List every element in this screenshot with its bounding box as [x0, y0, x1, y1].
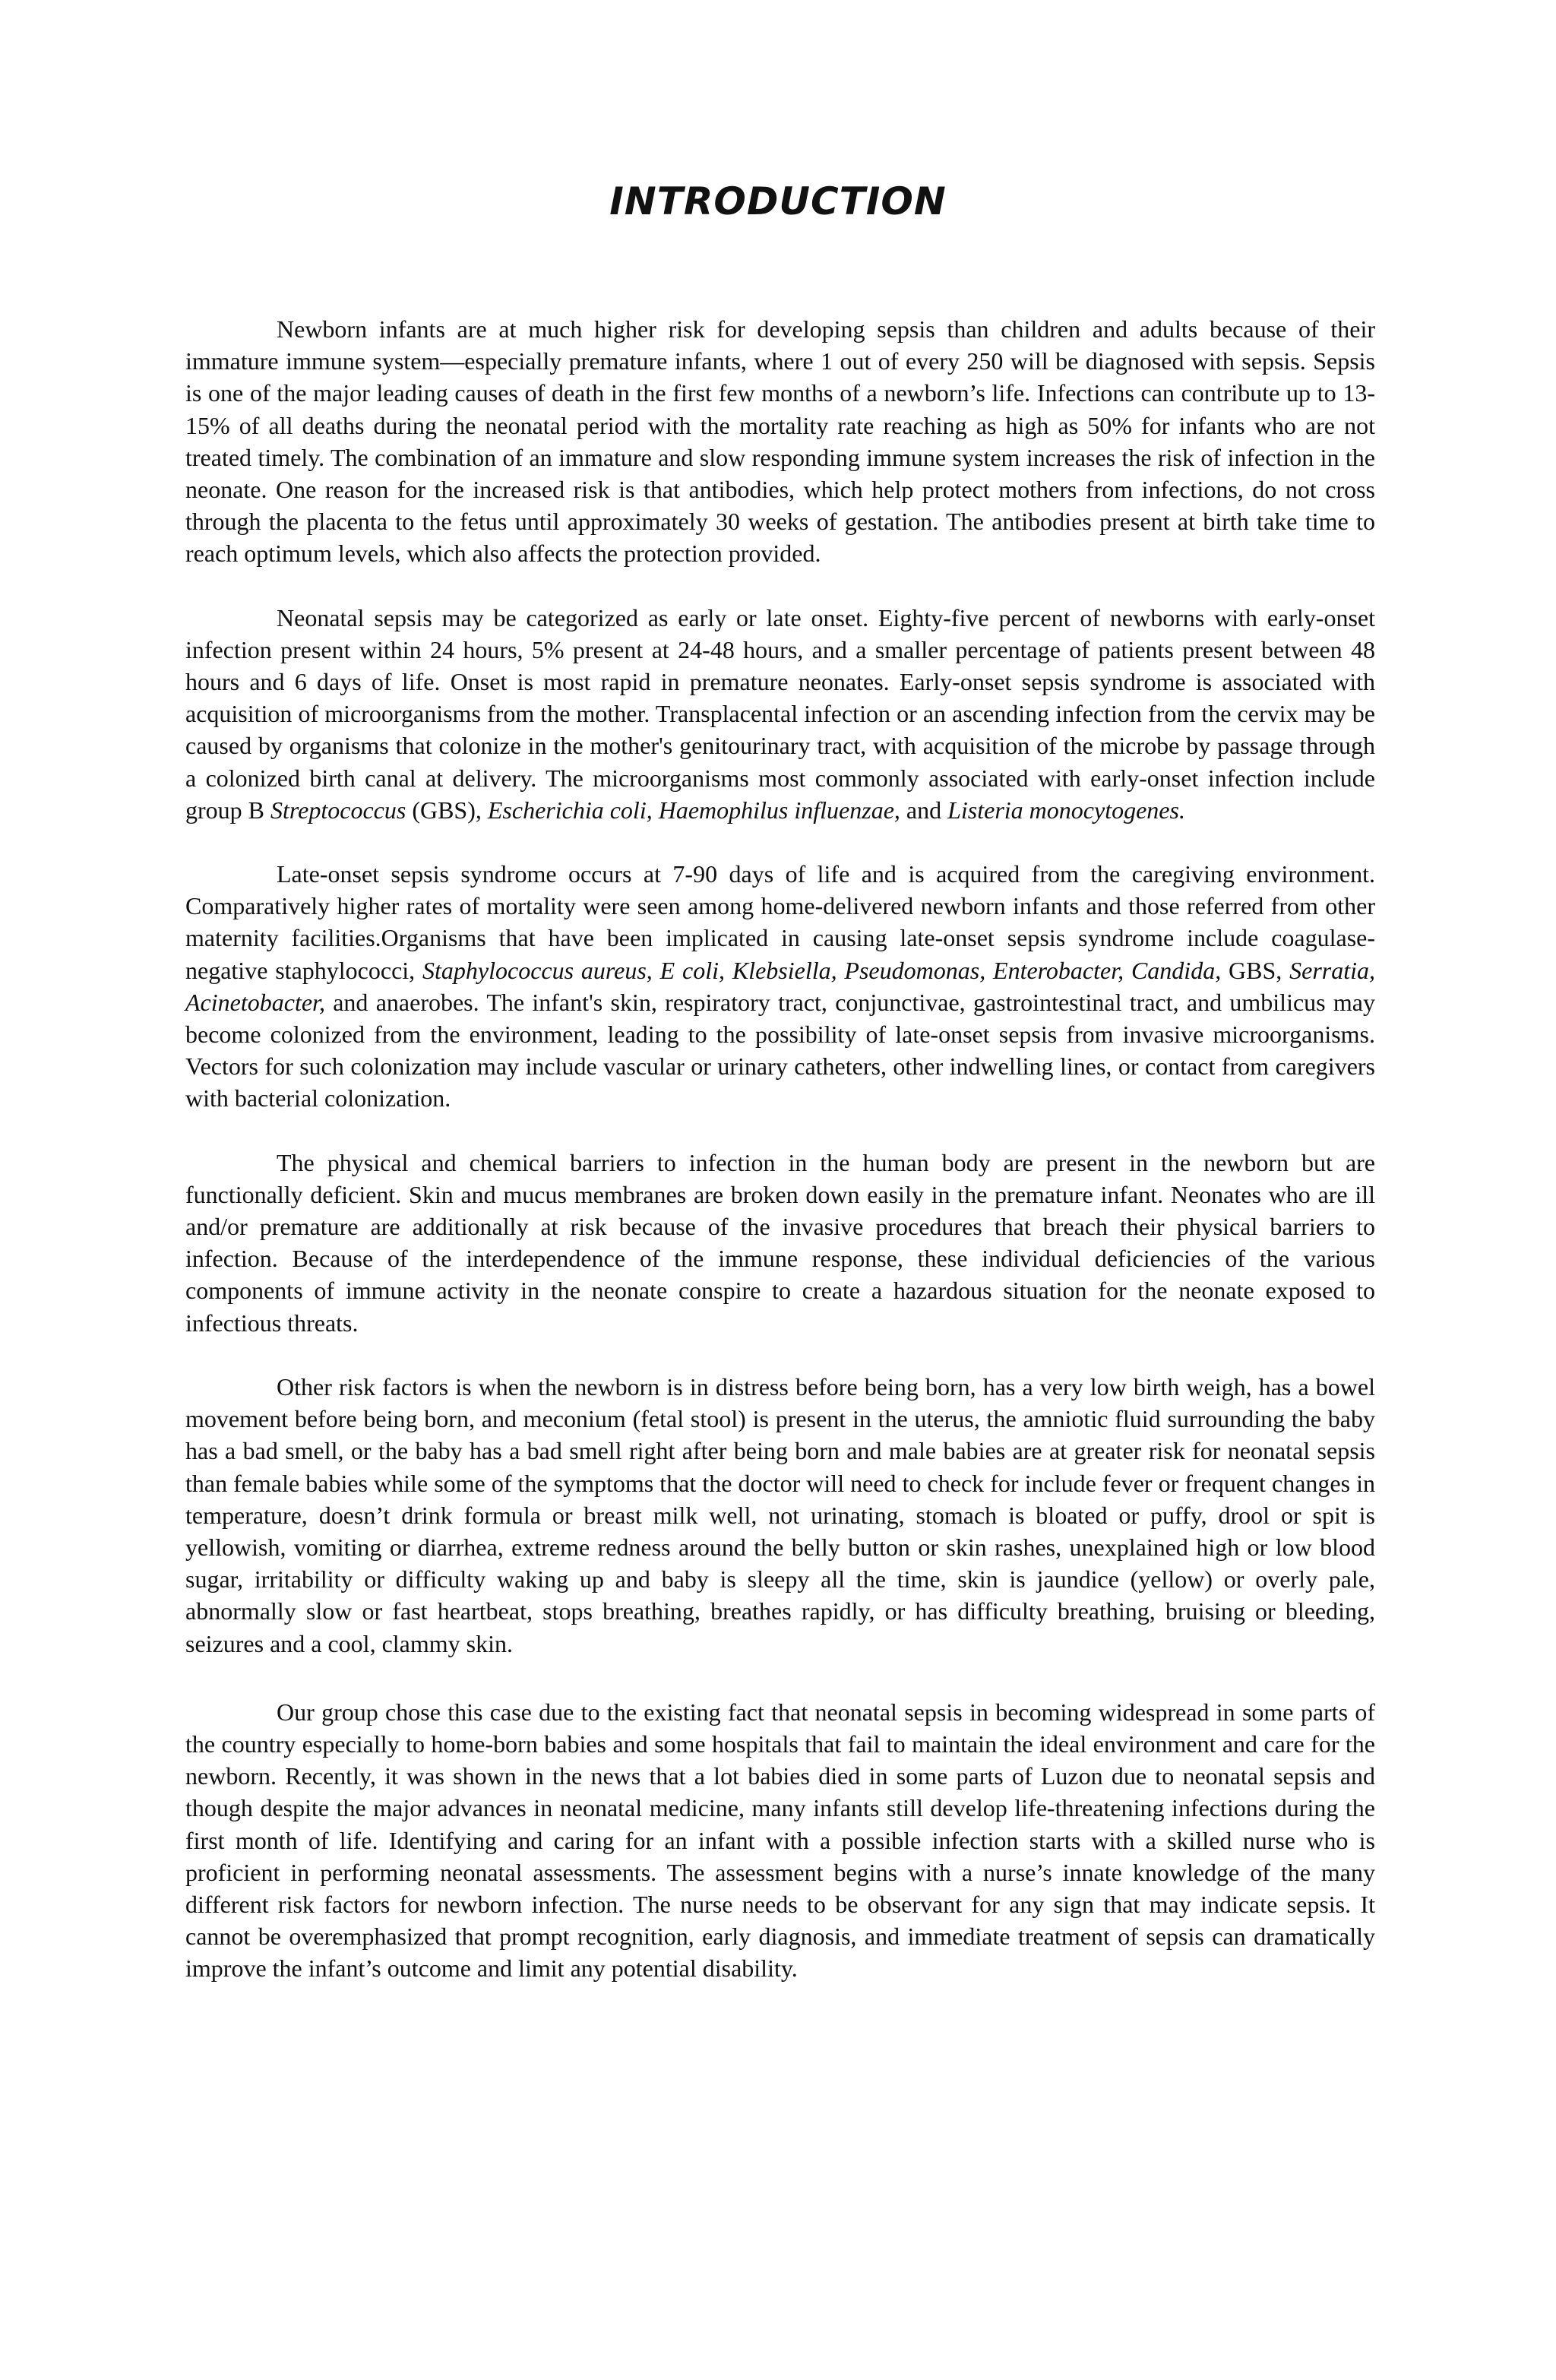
text-run: Our group chose this case due to the existing fact that neonatal sepsis in becoming widespread in some parts of the country especially to home-born babies and some hospitals that fail to maintain the ideal environment and care for the newborn. Recently, it was shown in the news that a lot babies died in some parts of Luzon due to neonatal sepsis and though despite the major advances in neonatal medicine, many infants still develop life-threatening infections during the first month of life. Identifying and caring for an infant with a possible infection starts with a skilled nurse who is proficient in performing neonatal assessments. The assessment begins with a nurse’s innate knowledge of the many different risk factors for newborn infection. The nurse needs to be observant for any sign that may indicate sepsis. It cannot be overemphasized that prompt recognition, early diagnosis, and immediate treatment of sepsis can dramatically improve the infant’s outcome and limit any potential disability.	[185, 1698, 1375, 1983]
italic-text-run: Streptococcus	[270, 796, 406, 824]
text-run: Neonatal sepsis may be categorized as early or late onset. Eighty-five percent of newborns with early-onset infection present within 24 hours, 5% present at 24-48 hours, and a smaller percentage of patients present between 48 hours and 6 days of life. Onset is most rapid in premature neonates. Early-onset sepsis syndrome is associated with acquisition of microorganisms from the mother. Transplacental infection or an ascending infection from the cervix may be caused by organisms that colonize in the mother's genitourinary tract, with acquisition of the microbe by passage through a colonized birth canal at delivery. The microorganisms most commonly associated with early-onset infection include group B	[185, 603, 1375, 824]
paragraph	[185, 1696, 1375, 1985]
paragraph	[185, 313, 1375, 570]
text-run: Other risk factors is when the newborn is in distress before being born, has a very low birth weigh, has a bowel movement before being born, and meconium (fetal stool) is present in the uterus, the amniotic fluid surrounding the baby has a bad smell, or the baby has a bad smell right after being born and male babies are at greater risk for neonatal sepsis than female babies while some of the symptoms that the doctor will need to check for include fever or frequent changes in temperature, doesn’t drink formula or breast milk well, not urinating, stomach is bloated or puffy, drool or spit is yellowish, vomiting or diarrhea, extreme redness around the belly button or skin rashes, unexplained high or low blood sugar, irritability or difficulty waking up and baby is sleepy all the time, skin is jaundice (yellow) or overly pale, abnormally slow or fast heartbeat, stops breathing, breathes rapidly, or has difficulty breathing, bruising or bleeding, seizures and a cool, clammy skin.	[185, 1372, 1375, 1657]
text-run: GBS,	[1221, 956, 1290, 984]
paragraph	[185, 602, 1375, 826]
italic-text-run: Serratia, Acinetobacter,	[185, 956, 1376, 1016]
text-run: (GBS),	[406, 796, 488, 824]
page-title: INTRODUCTION	[609, 179, 947, 223]
italic-text-run: Escherichia coli, Haemophilus influenzae,	[487, 796, 900, 824]
paragraph	[185, 1147, 1375, 1339]
text-run: Newborn infants are at much higher risk for developing sepsis than children and adults because of their immature immune system—especially premature infants, where 1 out of every 250 will be diagnosed with sepsis. Sepsis is one of the major leading causes of death in the first few months of a newborn’s life. Infections can contribute up to 13-15% of all deaths during the neonatal period with the mortality rate reaching as high as 50% for infants who are not treated timely. The combination of an immature and slow responding immune system increases the risk of infection in the neonate. One reason for the increased risk is that antibodies, which help protect mothers from infections, do not cross through the placenta to the fetus until approximately 30 weeks of gestation. The antibodies present at birth take time to reach optimum levels, which also affects the protection provided.	[185, 315, 1375, 568]
text-run: and	[900, 796, 948, 824]
document-body	[185, 313, 1375, 1985]
text-run: Late-onset sepsis syndrome occurs at 7-90 days of life and is acquired from the caregiving environment. Comparatively higher rates of mortality were seen among home-delivered newborn infants and those referred from other maternity facilities.Organisms that have been implicated in causing late-onset sepsis syndrome include coagulase-negative staphylococci,	[185, 860, 1375, 984]
italic-text-run: Listeria monocytogenes.	[947, 796, 1185, 824]
italic-text-run: Staphylococcus aureus, E coli, Klebsiella, Pseudomonas, Enterobacter, Candida,	[422, 956, 1222, 984]
paragraph	[185, 1371, 1375, 1660]
text-run: The physical and chemical barriers to infection in the human body are present in the newborn but are functionally deficient. Skin and mucus membranes are broken down easily in the premature infant. Neonates who are ill and/or premature are additionally at risk because of the invasive procedures that breach their physical barriers to infection. Because of the interdependence of the immune response, these individual deficiencies of the various components of immune activity in the neonate conspire to create a hazardous situation for the neonate exposed to infectious threats.	[185, 1148, 1375, 1337]
text-run: and anaerobes. The infant's skin, respiratory tract, conjunctivae, gastrointestinal tract, and umbilicus may become colonized from the environment, leading to the possibility of late-onset sepsis from invasive microorganisms. Vectors for such colonization may include vascular or urinary catheters, other indwelling lines, or contact from caregivers with bacterial colonization.	[185, 988, 1375, 1112]
paragraph	[185, 858, 1375, 1115]
